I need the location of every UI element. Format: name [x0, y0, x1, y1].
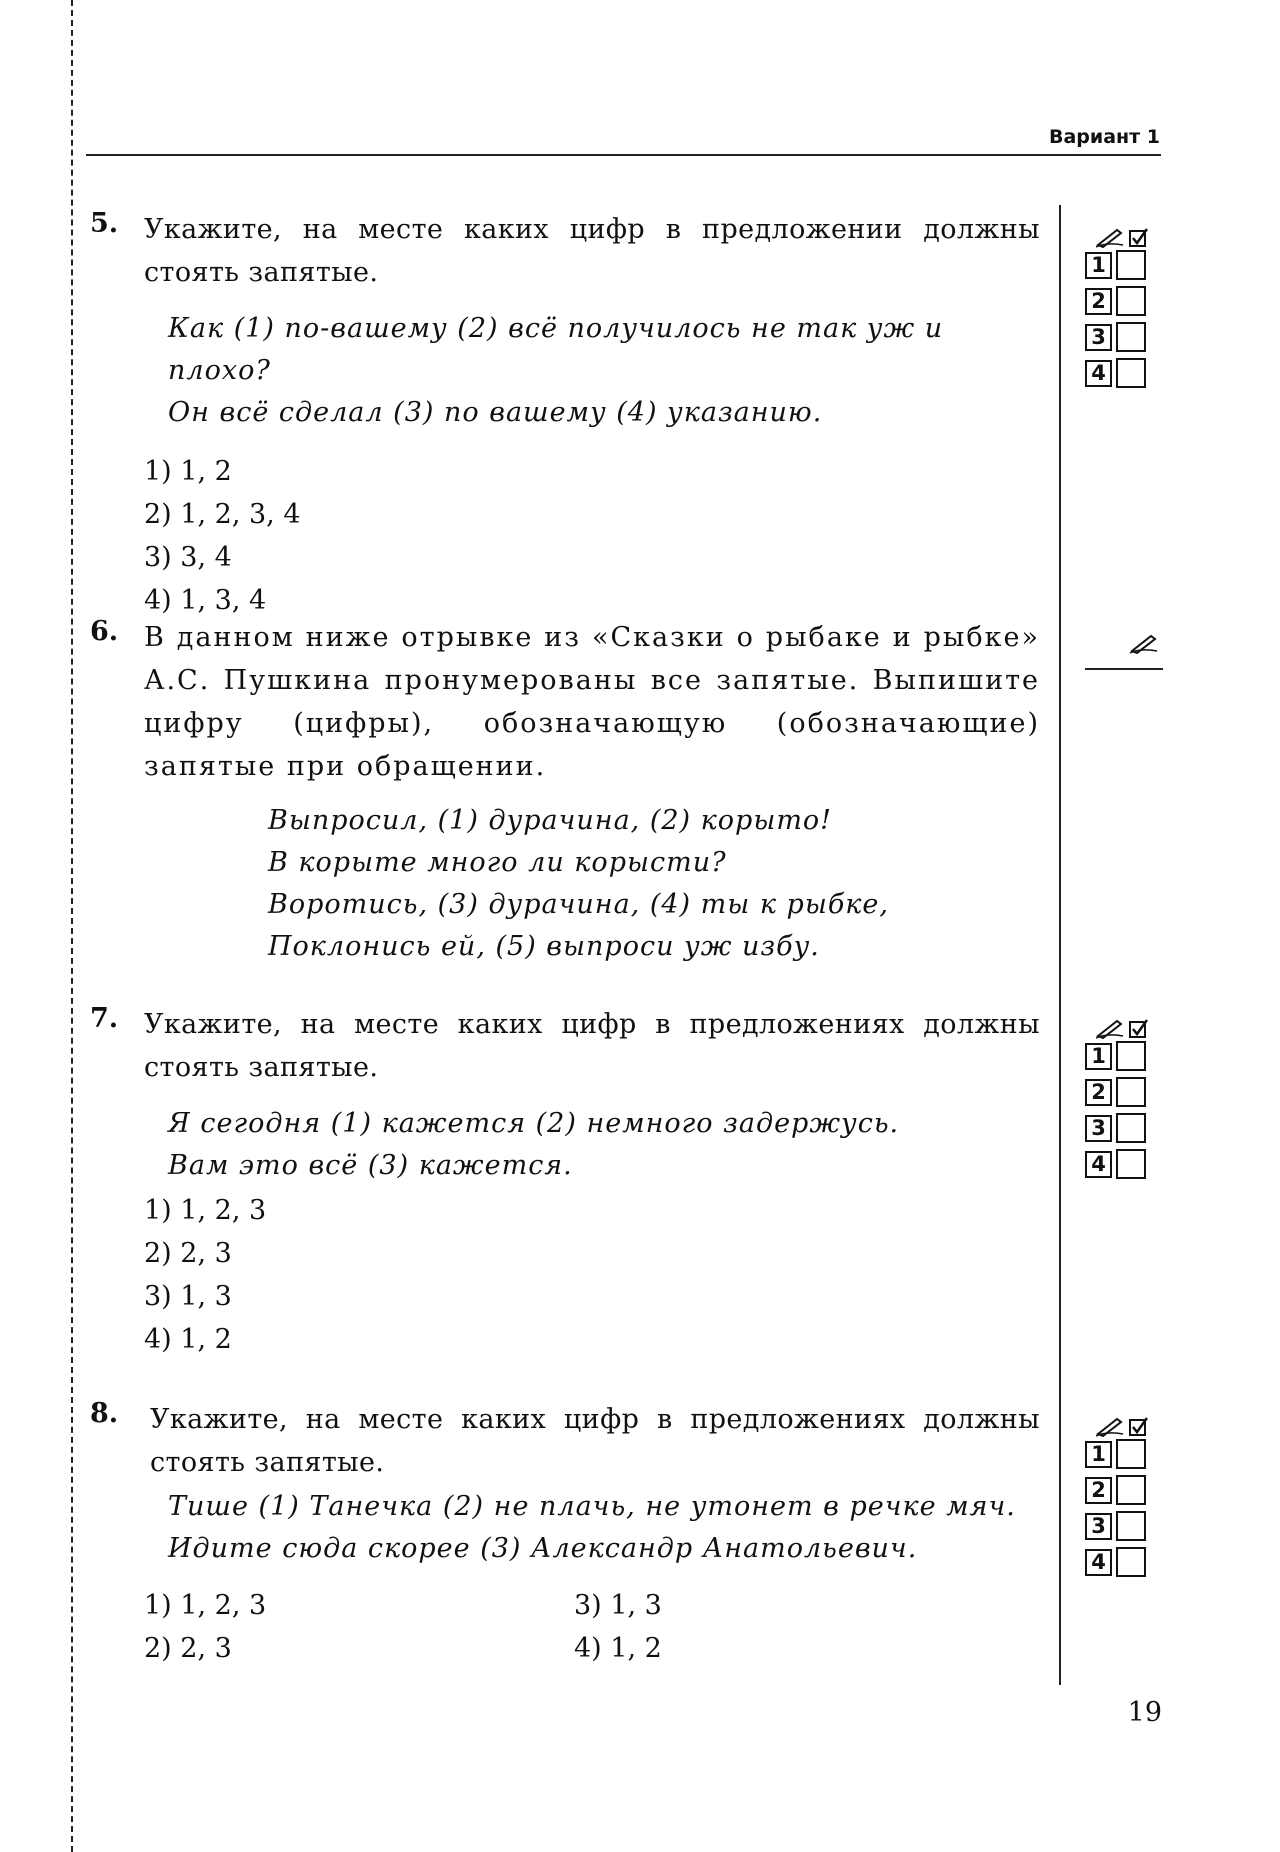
header-rule — [86, 154, 1161, 156]
task-quote — [268, 800, 1040, 968]
box-header — [1085, 1015, 1155, 1043]
quote-line: В корыте много ли корысти? — [268, 847, 727, 878]
answer-checkbox[interactable] — [1116, 1077, 1146, 1107]
task-number: 7. — [90, 1003, 119, 1034]
option[interactable]: 2) 2, 3 — [144, 1238, 232, 1269]
option[interactable]: 2) 2, 3 — [144, 1633, 232, 1664]
task-quote — [168, 1103, 1040, 1187]
options-grid — [144, 1584, 1040, 1670]
page-number: 19 — [1127, 1697, 1162, 1728]
answer-row-1 — [1085, 1043, 1155, 1071]
answer-checkbox[interactable] — [1116, 1475, 1146, 1505]
option[interactable]: 2) 1, 2, 3, 4 — [144, 499, 301, 530]
task-text: В данном ниже отрывке из «Сказки о рыбаке и рыбке» А.С. Пушкина пронумерованы все запятые. Выпишите цифру (цифры), обозначающую (обозначающие) запятые при обращении. — [144, 622, 1040, 782]
answer-checkbox[interactable] — [1116, 1149, 1146, 1179]
answer-number-box: 2 — [1085, 288, 1112, 315]
answer-row-4 — [1085, 1549, 1155, 1577]
option[interactable]: 1) 1, 2, 3 — [144, 1590, 267, 1621]
answer-checkbox[interactable] — [1116, 286, 1146, 316]
option[interactable]: 3) 1, 3 — [144, 1281, 232, 1312]
quote-line: Идите сюда скорее (3) Александр Анатольевич. — [168, 1533, 918, 1564]
answer-row-1 — [1085, 252, 1155, 280]
answer-checkbox[interactable] — [1116, 322, 1146, 352]
answer-number-box: 3 — [1085, 1513, 1112, 1540]
task-7 — [90, 1003, 1040, 1361]
quote-line: Тише (1) Танечка (2) не плачь, не утонет в речке мяч. — [168, 1491, 1016, 1522]
answer-number-box: 2 — [1085, 1079, 1112, 1106]
task-text: Укажите, на месте каких цифр в предложении должны стоять запятые. — [144, 214, 1040, 288]
quote-line: Вам это всё (3) кажется. — [168, 1150, 573, 1181]
option[interactable]: 3) 1, 3 — [574, 1590, 662, 1621]
answer-checkbox[interactable] — [1116, 250, 1146, 280]
answer-row-2 — [1085, 1477, 1155, 1505]
checkbox-icon — [1129, 228, 1149, 248]
answer-row-3 — [1085, 324, 1155, 352]
pen-icon — [1095, 226, 1125, 248]
task-6 — [90, 616, 1040, 968]
answer-checkbox[interactable] — [1116, 1041, 1146, 1071]
options-list — [144, 1189, 1040, 1361]
quote-line: Выпросил, (1) дурачина, (2) корыто! — [268, 805, 833, 836]
task-text: Укажите, на месте каких цифр в предложениях должны стоять запятые. — [150, 1404, 1040, 1478]
task-number: 5. — [90, 208, 119, 239]
quote-line: Я сегодня (1) кажется (2) немного задержусь. — [168, 1108, 900, 1139]
answer-number-box: 3 — [1085, 324, 1112, 351]
answer-row-2 — [1085, 1079, 1155, 1107]
answer-row-2 — [1085, 288, 1155, 316]
options-list — [144, 450, 1040, 622]
option[interactable]: 1) 1, 2, 3 — [144, 1195, 267, 1226]
checkbox-icon — [1129, 1417, 1149, 1437]
pen-icon — [1095, 1415, 1125, 1437]
answer-number-box: 4 — [1085, 360, 1112, 387]
task-number: 6. — [90, 616, 119, 647]
variant-label: Вариант 1 — [1048, 126, 1160, 148]
answer-boxes-task-8 — [1085, 1413, 1155, 1585]
task-number: 8. — [90, 1398, 119, 1429]
answer-checkbox[interactable] — [1116, 1113, 1146, 1143]
pen-icon — [1129, 632, 1159, 654]
box-header — [1085, 1413, 1155, 1441]
answer-column-rule — [1059, 205, 1061, 1685]
task-quote — [168, 1486, 1040, 1570]
answer-checkbox[interactable] — [1116, 1511, 1146, 1541]
answer-write-task-6 — [1085, 632, 1161, 670]
answer-number-box: 1 — [1085, 1441, 1112, 1468]
answer-row-3 — [1085, 1115, 1155, 1143]
answer-checkbox[interactable] — [1116, 1439, 1146, 1469]
option[interactable]: 3) 3, 4 — [144, 542, 232, 573]
answer-number-box: 2 — [1085, 1477, 1112, 1504]
answer-number-box: 1 — [1085, 1043, 1112, 1070]
option[interactable]: 4) 1, 2 — [144, 1324, 232, 1355]
answer-checkbox[interactable] — [1116, 358, 1146, 388]
answer-checkbox[interactable] — [1116, 1547, 1146, 1577]
answer-boxes-task-7 — [1085, 1015, 1155, 1187]
quote-line: Воротись, (3) дурачина, (4) ты к рыбке, — [268, 889, 889, 920]
task-8 — [90, 1398, 1040, 1670]
option[interactable]: 4) 1, 2 — [574, 1633, 662, 1664]
task-5 — [90, 208, 1040, 622]
quote-line: Как (1) по-вашему (2) всё получилось не так уж и плохо? — [168, 313, 944, 386]
answer-row-3 — [1085, 1513, 1155, 1541]
answer-number-box: 4 — [1085, 1151, 1112, 1178]
answer-write-line[interactable] — [1085, 668, 1163, 670]
pen-icon — [1095, 1017, 1125, 1039]
quote-line: Поклонись ей, (5) выпроси уж избу. — [268, 931, 820, 962]
option[interactable]: 4) 1, 3, 4 — [144, 585, 267, 616]
answer-number-box: 1 — [1085, 252, 1112, 279]
answer-number-box: 3 — [1085, 1115, 1112, 1142]
box-header — [1085, 224, 1155, 252]
answer-number-box: 4 — [1085, 1549, 1112, 1576]
option[interactable]: 1) 1, 2 — [144, 456, 232, 487]
answer-row-1 — [1085, 1441, 1155, 1469]
answer-row-4 — [1085, 1151, 1155, 1179]
task-quote — [168, 308, 1040, 434]
task-text: Укажите, на месте каких цифр в предложениях должны стоять запятые. — [144, 1009, 1040, 1083]
answer-row-4 — [1085, 360, 1155, 388]
cut-line — [71, 0, 73, 1852]
checkbox-icon — [1129, 1019, 1149, 1039]
quote-line: Он всё сделал (3) по вашему (4) указанию. — [168, 397, 823, 428]
answer-boxes-task-5 — [1085, 224, 1155, 396]
